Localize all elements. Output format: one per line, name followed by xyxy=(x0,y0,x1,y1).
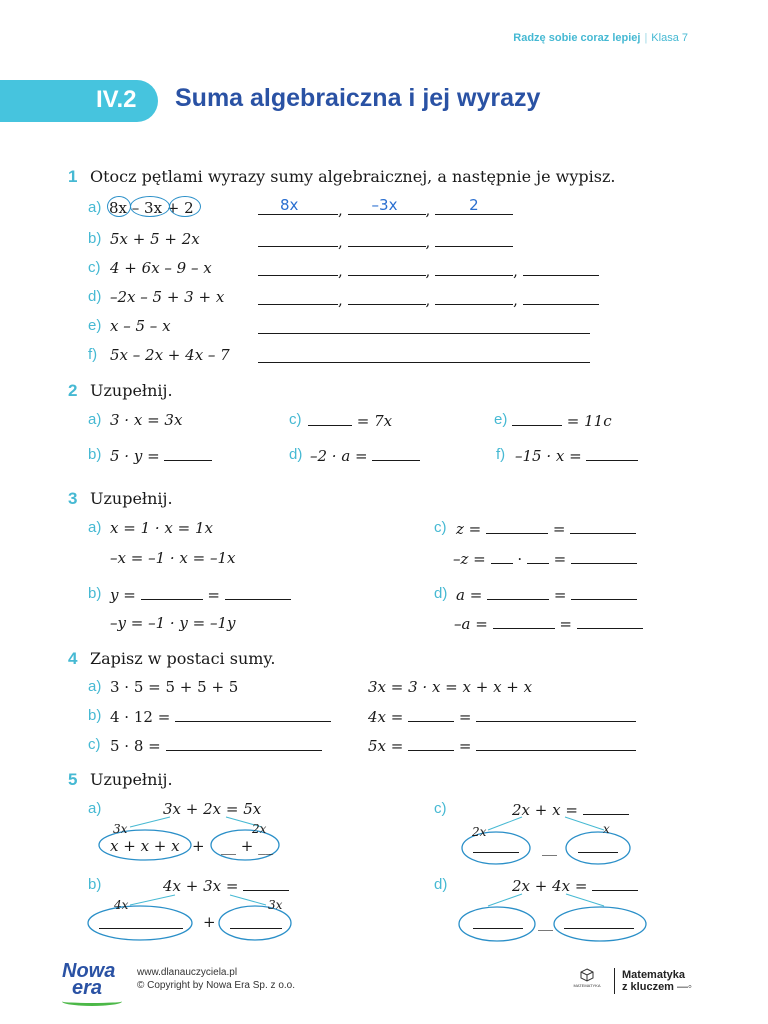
cube-icon xyxy=(580,968,594,982)
task2a-expr: 3 · x = 3x xyxy=(110,411,183,429)
task2b-row[interactable]: 5 · y = xyxy=(110,446,212,465)
task5c-right-tag: x xyxy=(603,822,610,836)
brand-name: Matematyka z kluczem —◦ xyxy=(622,969,692,993)
task1c-blanks[interactable]: , , , xyxy=(258,261,599,280)
task4c-right[interactable]: 5x = = xyxy=(368,736,636,755)
task4b-left[interactable]: 4 · 12 = xyxy=(110,707,331,726)
task5d-label: d) xyxy=(434,876,448,893)
class-name: Klasa 7 xyxy=(651,32,688,44)
task1b-label: b) xyxy=(88,230,102,247)
footer-url[interactable]: www.dlanauczyciela.pl xyxy=(137,967,238,978)
task1a-expr: 8x – 3x + 2 xyxy=(109,199,194,217)
task5c-equation[interactable]: 2x + x = xyxy=(512,800,629,819)
task5c-left-tag: 2x xyxy=(472,825,487,839)
task1c-label: c) xyxy=(88,259,101,276)
task2f-row[interactable]: –15 · x = xyxy=(515,446,638,465)
task1-instruction: Otocz pętlami wyrazy sumy algebraicznej, a następnie je wypisz. xyxy=(90,167,616,186)
task3b-line1[interactable]: y = = xyxy=(110,585,291,604)
task5b-right-blank[interactable] xyxy=(230,914,282,933)
task4-number: 4 xyxy=(68,649,78,668)
task1d-expr: –2x – 5 + 3 + x xyxy=(110,288,225,306)
series-name: Radzę sobie coraz lepiej xyxy=(513,32,641,44)
task1a-label: a) xyxy=(88,199,102,216)
page-title: Suma algebraiczna i jej wyrazy xyxy=(175,84,541,112)
task2d-label: d) xyxy=(289,446,303,463)
task1f-expr: 5x – 2x + 4x – 7 xyxy=(110,346,230,364)
task5a-right-fill[interactable]: __ + __ xyxy=(221,837,274,855)
task3-instruction: Uzupełnij. xyxy=(90,489,173,508)
section-number: IV.2 xyxy=(96,86,137,113)
task5c-left-blank[interactable] xyxy=(473,838,519,857)
task4c-label: c) xyxy=(88,736,101,753)
task1b-expr: 5x + 5 + 2x xyxy=(110,230,200,248)
task3c-line1[interactable]: z = = xyxy=(456,519,636,538)
task3b-label: b) xyxy=(88,585,102,602)
handwritten-answer: –3x xyxy=(371,196,398,214)
task5a-left-tag: 3x xyxy=(113,822,128,836)
task2f-label: f) xyxy=(496,446,506,463)
task2e-label: e) xyxy=(494,411,508,428)
task2e-row[interactable]: = 11c xyxy=(512,411,612,430)
task3c-label: c) xyxy=(434,519,447,536)
task2c-label: c) xyxy=(289,411,302,428)
task3d-label: d) xyxy=(434,585,448,602)
key-icon: —◦ xyxy=(677,981,692,993)
loop-circle xyxy=(107,196,131,217)
task1-number: 1 xyxy=(68,167,78,186)
task5c-label: c) xyxy=(434,800,447,817)
loop-circle xyxy=(169,196,201,217)
task5b-plus: + xyxy=(203,913,216,931)
task4a-label: a) xyxy=(88,678,102,695)
task5a-right-tag: 2x xyxy=(252,822,267,836)
task3-number: 3 xyxy=(68,489,78,508)
task4a-right: 3x = 3 · x = x + x + x xyxy=(368,678,533,696)
task2b-label: b) xyxy=(88,446,102,463)
task1f-label: f) xyxy=(88,346,98,363)
divider xyxy=(614,968,615,994)
task1d-blanks[interactable]: , , , xyxy=(258,290,599,309)
task5d-right-blank[interactable] xyxy=(564,914,634,933)
section-tab xyxy=(0,80,158,122)
handwritten-answer: 2 xyxy=(469,196,479,214)
task1c-expr: 4 + 6x – 9 – x xyxy=(110,259,212,277)
task2-number: 2 xyxy=(68,381,78,400)
nowa-era-logo: Nowa era xyxy=(62,963,115,997)
running-header: Radzę sobie coraz lepiej | Klasa 7 xyxy=(513,32,688,44)
task5b-label: b) xyxy=(88,876,102,893)
task4-instruction: Zapisz w postaci sumy. xyxy=(90,649,276,668)
handwritten-answer: 8x xyxy=(280,196,299,214)
task4c-left[interactable]: 5 · 8 = xyxy=(110,736,322,755)
task5a-label: a) xyxy=(88,800,102,817)
footer-copyright: © Copyright by Nowa Era Sp. z o.o. xyxy=(137,980,295,991)
task5-number: 5 xyxy=(68,770,78,789)
task2c-row[interactable]: = 7x xyxy=(308,411,392,430)
task5a-plus: + xyxy=(192,837,205,855)
task5a-equation: 3x + 2x = 5x xyxy=(163,800,262,818)
task5b-equation[interactable]: 4x + 3x = xyxy=(163,876,289,895)
task5d-operator[interactable]: __ xyxy=(538,913,553,931)
task2d-row[interactable]: –2 · a = xyxy=(310,446,420,465)
task5d-equation[interactable]: 2x + 4x = xyxy=(512,876,638,895)
task3d-line2[interactable]: –a = = xyxy=(454,614,643,633)
task1e-label: e) xyxy=(88,317,102,334)
task5d-left-blank[interactable] xyxy=(473,914,523,933)
task3a-label: a) xyxy=(88,519,102,536)
task2-instruction: Uzupełnij. xyxy=(90,381,173,400)
task1d-label: d) xyxy=(88,288,102,305)
task5b-left-blank[interactable] xyxy=(99,914,183,933)
task2a-label: a) xyxy=(88,411,102,428)
task1f-blank[interactable] xyxy=(258,348,590,367)
task3c-line2[interactable]: –z = · = xyxy=(453,549,637,568)
task3a-line2: –x = –1 · x = –1x xyxy=(110,549,236,567)
task4b-right[interactable]: 4x = = xyxy=(368,707,636,726)
task3b-line2: –y = –1 · y = –1y xyxy=(110,614,236,632)
task5b-right-tag: 3x xyxy=(268,898,283,912)
task5-instruction: Uzupełnij. xyxy=(90,770,173,789)
task5a-left-fill: x + x + x xyxy=(110,837,180,855)
matematyka-logo: MATEMATYKA xyxy=(568,968,606,988)
task3d-line1[interactable]: a = = xyxy=(456,585,637,604)
task4b-label: b) xyxy=(88,707,102,724)
footer-text xyxy=(137,966,295,992)
task4a-left: 3 · 5 = 5 + 5 + 5 xyxy=(110,678,239,696)
task3a-line1: x = 1 · x = 1x xyxy=(110,519,213,537)
task5b-left-tag: 4x xyxy=(114,898,129,912)
task1e-expr: x – 5 – x xyxy=(110,317,171,335)
task5c-operator[interactable]: __ xyxy=(542,838,557,856)
loop-circle xyxy=(130,196,170,217)
task1b-blanks[interactable]: , , xyxy=(258,232,513,251)
task1a-answers: 8x , –3x , 2 xyxy=(258,200,513,219)
task1e-blank[interactable] xyxy=(258,319,590,338)
task5c-right-blank[interactable] xyxy=(578,838,618,857)
